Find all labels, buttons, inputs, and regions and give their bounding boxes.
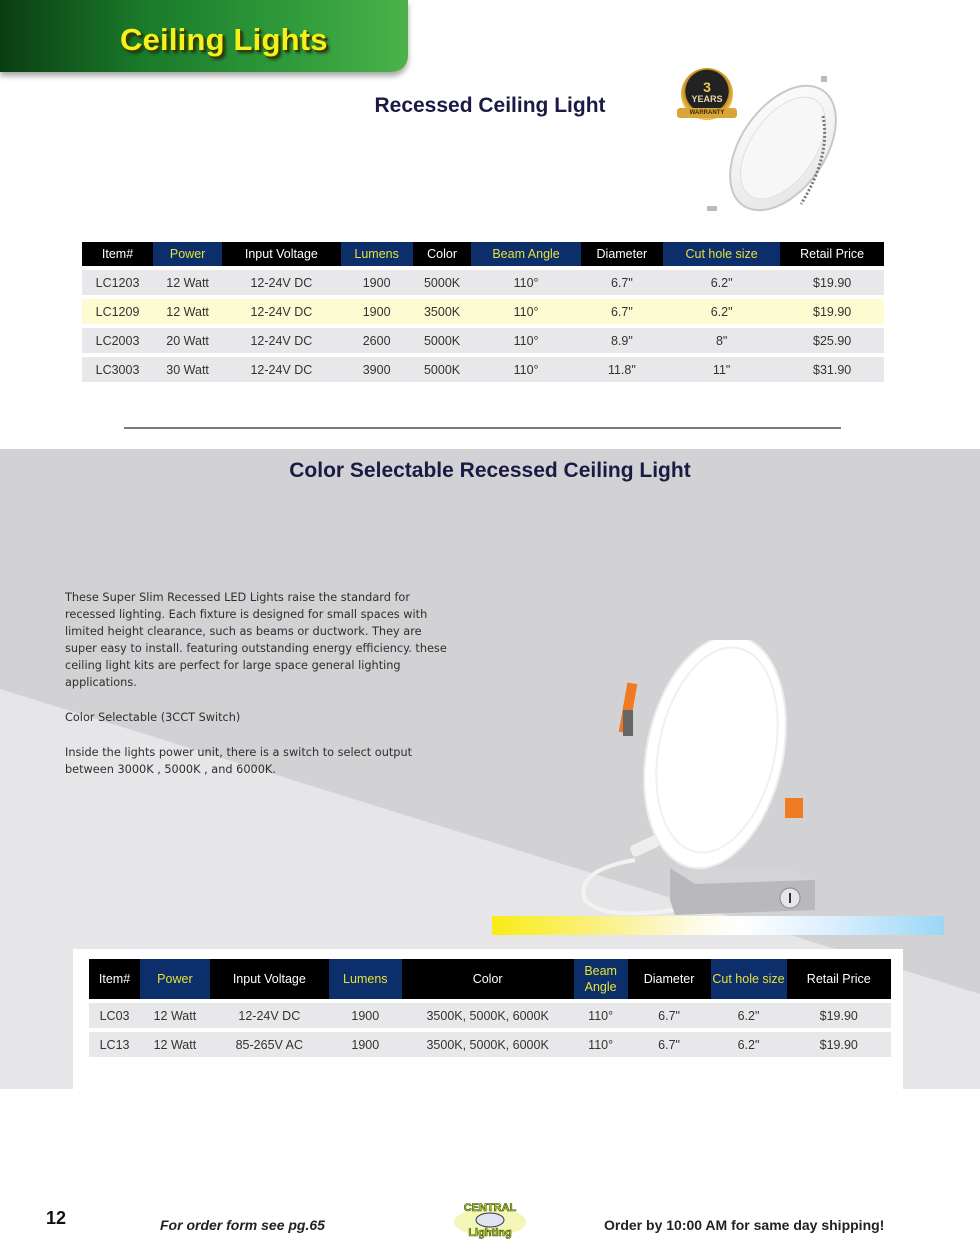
cell-power: 12 Watt — [140, 1003, 210, 1028]
cell-price: $19.90 — [780, 299, 884, 324]
section-title-color-selectable: Color Selectable Recessed Ceiling Light — [289, 459, 691, 482]
col-cut-hole-size: Cut hole size — [663, 242, 780, 266]
col-lumens: Lumens — [341, 242, 413, 266]
col-diameter: Diameter — [628, 959, 711, 999]
color-selectable-spec-table — [89, 955, 891, 1061]
cell-cut-hole: 6.2" — [663, 270, 780, 295]
cell-cut-hole: 8" — [663, 328, 780, 353]
cell-input-voltage: 12-24V DC — [210, 1003, 329, 1028]
table-header-row — [82, 242, 884, 266]
page-title: Ceiling Lights — [120, 22, 328, 57]
cell-color: 3500K, 5000K, 6000K — [402, 1032, 574, 1057]
cell-diameter: 6.7" — [628, 1032, 711, 1057]
cell-price: $19.90 — [787, 1032, 891, 1057]
cell-item: LC1209 — [82, 299, 153, 324]
order-form-reference: For order form see pg.65 — [160, 1217, 325, 1233]
cell-power: 12 Watt — [153, 270, 222, 295]
header-banner — [0, 0, 408, 72]
cell-diameter: 6.7" — [581, 270, 663, 295]
cell-color: 3500K — [413, 299, 472, 324]
cell-cut-hole: 11" — [663, 357, 780, 382]
cell-input-voltage: 12-24V DC — [222, 299, 340, 324]
cell-price: $19.90 — [780, 270, 884, 295]
cell-input-voltage: 12-24V DC — [222, 328, 340, 353]
color-selectable-light-product-image — [575, 640, 835, 920]
cell-color: 5000K — [413, 270, 472, 295]
table-row — [82, 357, 884, 382]
page-number: 12 — [46, 1208, 67, 1228]
cell-diameter: 8.9" — [581, 328, 663, 353]
cell-cut-hole: 6.2" — [711, 1003, 787, 1028]
cell-cut-hole: 6.2" — [663, 299, 780, 324]
section-divider — [124, 427, 841, 429]
cell-color: 5000K — [413, 357, 472, 382]
col-beam-angle: Beam Angle — [471, 242, 580, 266]
cell-lumens: 1900 — [341, 299, 413, 324]
cell-beam-angle: 110° — [574, 1003, 628, 1028]
cell-lumens: 3900 — [341, 357, 413, 382]
cell-beam-angle: 110° — [471, 299, 580, 324]
cell-input-voltage: 85-265V AC — [210, 1032, 329, 1057]
shipping-notice: Order by 10:00 AM for same day shipping! — [604, 1217, 885, 1233]
cell-lumens: 1900 — [329, 1003, 402, 1028]
description-paragraph: These Super Slim Recessed LED Lights raise the standard for recessed lighting. Each fixture is designed for small spaces with limited height clearance, such as beams or ductwork. They are super easy to install. featuring outstanding energy efficiency. these ceiling light kits are perfect for large space general lighting applications. — [65, 591, 447, 689]
cell-item: LC3003 — [82, 357, 153, 382]
cell-beam-angle: 110° — [471, 270, 580, 295]
recessed-spec-table — [82, 238, 884, 386]
table-row — [89, 1003, 891, 1028]
col-color: Color — [402, 959, 574, 999]
cell-lumens: 1900 — [341, 270, 413, 295]
cell-beam-angle: 110° — [471, 328, 580, 353]
badge-number: 3 — [703, 79, 711, 95]
cell-diameter: 11.8" — [581, 357, 663, 382]
cell-lumens: 1900 — [329, 1032, 402, 1057]
col-input-voltage: Input Voltage — [222, 242, 340, 266]
col-beam-angle: Beam Angle — [574, 959, 628, 999]
svg-text:CENTRAL: CENTRAL — [463, 1202, 517, 1214]
col-diameter: Diameter — [581, 242, 663, 266]
cell-color: 5000K — [413, 328, 472, 353]
cell-input-voltage: 12-24V DC — [222, 357, 340, 382]
badge-label: YEARS — [691, 94, 723, 104]
cell-lumens: 2600 — [341, 328, 413, 353]
table-row — [82, 328, 884, 353]
cell-diameter: 6.7" — [581, 299, 663, 324]
cell-item: LC13 — [89, 1032, 140, 1057]
col-color: Color — [413, 242, 472, 266]
cell-color: 3500K, 5000K, 6000K — [402, 1003, 574, 1028]
cell-power: 30 Watt — [153, 357, 222, 382]
cell-diameter: 6.7" — [628, 1003, 711, 1028]
cell-item: LC2003 — [82, 328, 153, 353]
product-description — [65, 589, 455, 796]
table-row — [82, 299, 884, 324]
col-input-voltage: Input Voltage — [210, 959, 329, 999]
cell-item: LC1203 — [82, 270, 153, 295]
description-switch-info: Inside the lights power unit, there is a switch to select output between 3000K , 5000K , and 6000K. — [65, 746, 413, 776]
cell-beam-angle: 110° — [471, 357, 580, 382]
col-item: Item# — [82, 242, 153, 266]
col-power: Power — [140, 959, 210, 999]
col-retail-price: Retail Price — [787, 959, 891, 999]
cell-cut-hole: 6.2" — [711, 1032, 787, 1057]
cell-beam-angle: 110° — [574, 1032, 628, 1057]
cell-power: 12 Watt — [153, 299, 222, 324]
cell-power: 20 Watt — [153, 328, 222, 353]
cell-price: $31.90 — [780, 357, 884, 382]
cell-power: 12 Watt — [140, 1032, 210, 1057]
description-feature: Color Selectable (3CCT Switch) — [65, 711, 241, 724]
color-temperature-gradient-bar — [492, 916, 944, 935]
cell-price: $19.90 — [787, 1003, 891, 1028]
central-lighting-logo — [443, 1200, 537, 1240]
col-cut-hole-size: Cut hole size — [711, 959, 787, 999]
col-retail-price: Retail Price — [780, 242, 884, 266]
cell-input-voltage: 12-24V DC — [222, 270, 340, 295]
col-power: Power — [153, 242, 222, 266]
col-item: Item# — [89, 959, 140, 999]
table-row — [82, 270, 884, 295]
badge-ribbon: WARRANTY — [677, 108, 737, 118]
svg-text:Lighting: Lighting — [468, 1227, 512, 1239]
table-row — [89, 1032, 891, 1057]
cell-price: $25.90 — [780, 328, 884, 353]
col-lumens: Lumens — [329, 959, 402, 999]
recessed-light-product-image — [705, 76, 855, 216]
cell-item: LC03 — [89, 1003, 140, 1028]
table-header-row — [89, 959, 891, 999]
section-title-recessed: Recessed Ceiling Light — [374, 94, 606, 117]
